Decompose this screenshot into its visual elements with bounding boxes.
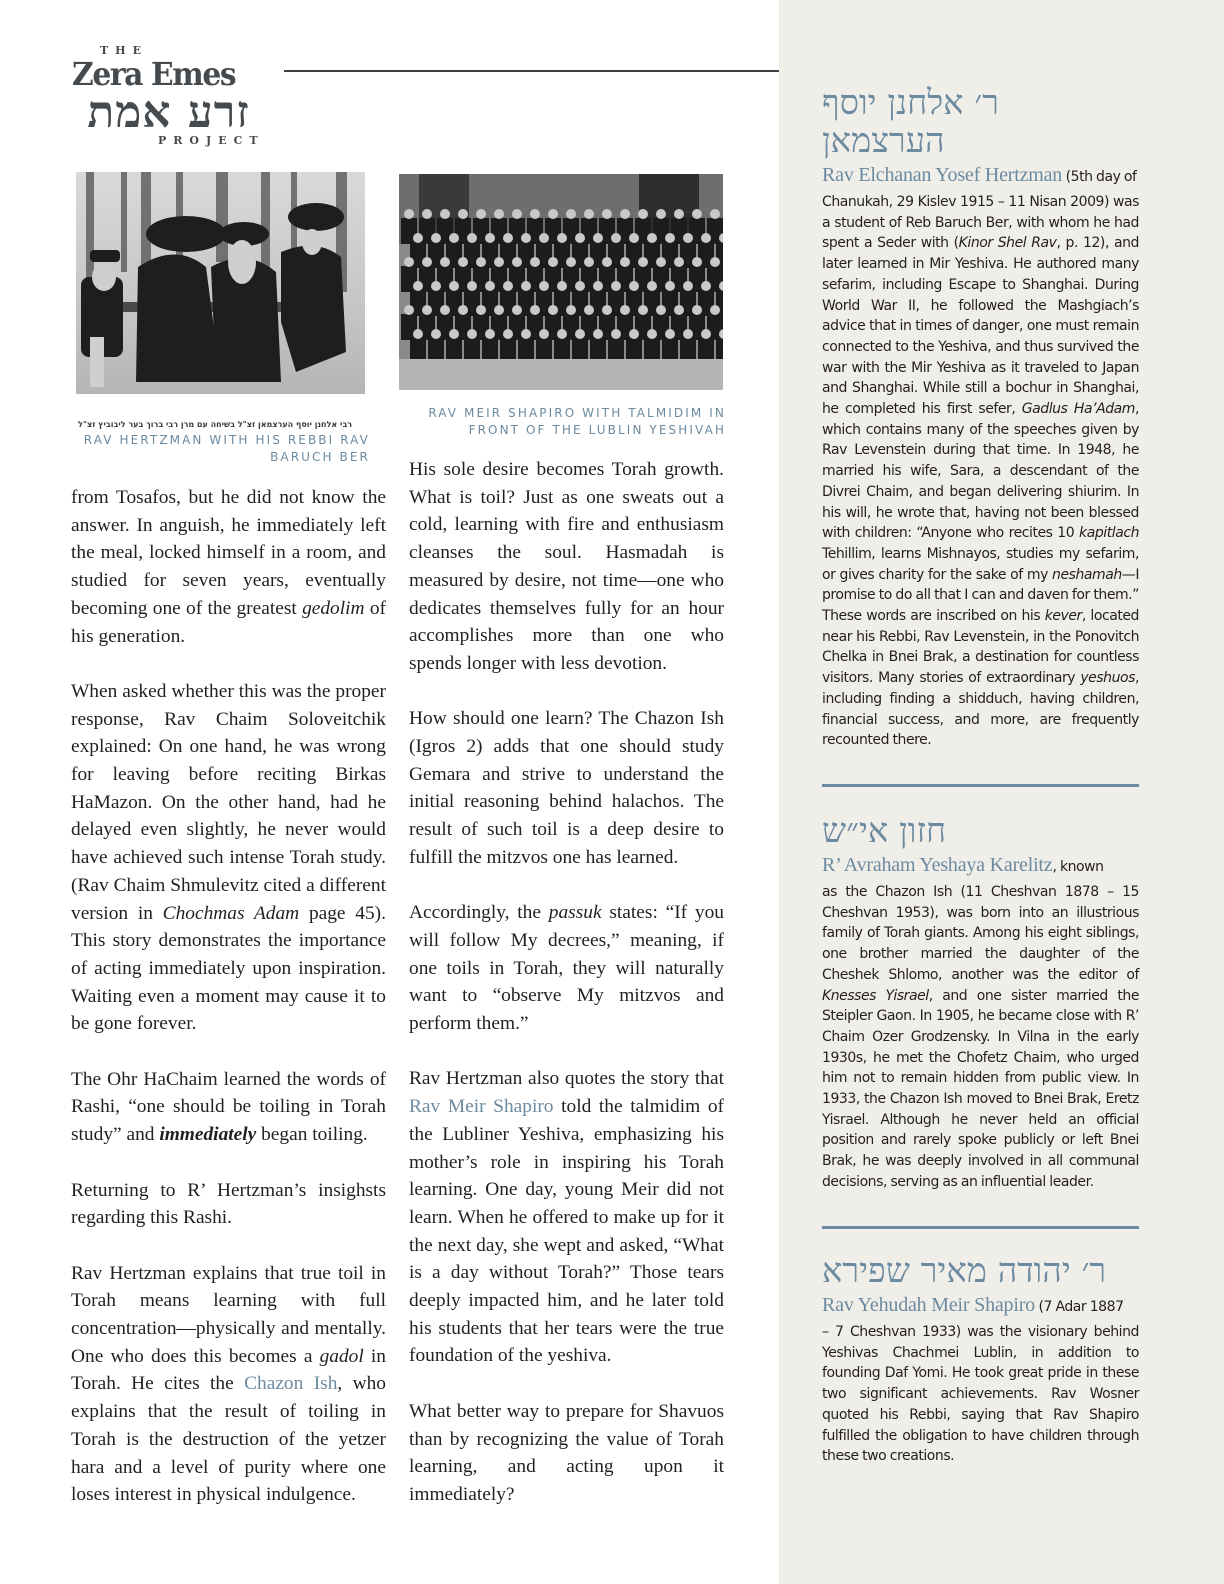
chazon-ish-link[interactable]: Chazon Ish — [244, 1373, 338, 1395]
bio-hertzman — [822, 84, 1139, 751]
paragraph: His sole desire becomes Torah growth. What is toil? Just as one sweats out a cold, learning with fire and enthusiasm cleanses the soul. Hasmadah is measured by desire, not time—one who dedicates themselves fully for an hour accomplishes more than one who spends longer with less devotion. — [409, 459, 724, 674]
hebrew-name-title: חזון אי״ש — [822, 811, 947, 851]
bio-chazon-ish — [822, 812, 1139, 1193]
photo-image — [76, 172, 365, 394]
paragraph: How should one learn? The Chazon Ish (Igros 2) adds that one should study Gemara and strive to understand the initial reasoning behind halachos. The result of such toil is a deep desire to fulfill the mitzvos one has learned. — [409, 708, 724, 868]
logo-name-hebrew: זרע אמת — [87, 87, 250, 138]
rav-meir-shapiro-link[interactable]: Rav Meir Shapiro — [409, 1096, 554, 1118]
paragraph: When asked whether this was the proper response, Rav Chaim Soloveitchik explained: On one hand, he was wrong for leaving before reciting Birkas HaMazon. On the other hand, had he delayed even slightly, he never would have achieved such intense Torah study. (Rav Chaim Shmulevitz cited a different version in Chochmas Adam page 45). This story demonstrates the importance of acting immediately upon inspiration. Waiting even a moment may cause it to be gone forever. — [71, 680, 386, 1035]
paragraph: Returning to R’ Hertzman’s insighsts regarding this Rashi. — [71, 1179, 386, 1229]
biography-text: Rav Elchanan Yosef Hertzman (5th day of Chanukah, 29 Kislev 1915 – 11 Nisan 2009) was a student of Reb Baruch Ber, with whom he had spent a Seder with (Kinor Shel Rav, p. 12), and later learned in Mir Yeshiva. He authored many sefarim, including Escape to Shanghai. During World War II, he followed the Mashgiach’s advice that in times of danger, one must remain connected to the Yeshiva, and thus survived the war with the Mir Yeshiva as it traveled to Japan and Shanghai. While still a bochur in Shanghai, he completed his first sefer, Gadlus Ha’Adam, which contains many of the speeches given by Rav Levenstein during that time. In 1948, he married his wife, Sara, a descendant of the Divrei Chaim, and began delivering shiurim. In his will, he wrote that, having not been blessed with children: “Anyone who recites 10 kapitlach Tehillim, learns Mishnayos, studies my sefarim, or gives charity for the sake of my neshamah—I promise to do all that I can and daven for them.” These words are inscribed on his kever, located near his Rebbi, Rav Levenstein, in the Ponovitch Chelka in Bnei Brak, a destination for countless visitors. Many stories of extraordinary yeshuos, including finding a shidduch, having children, financial success, and more, are frequently recounted there. — [822, 164, 1139, 749]
paragraph: Accordingly, the passuk states: “If you will follow My decrees,” meaning, if one toils in Torah, they will naturally want to “observe My mitzvos and perform them.” — [409, 902, 724, 1035]
zera-emes-logo — [70, 44, 270, 154]
header-divider — [284, 70, 779, 72]
english-name: Rav Elchanan Yosef Hertzman — [822, 164, 1063, 186]
photo-caption: RAV HERTZMAN WITH HIS REBBI RAV BARUCH BER — [83, 433, 370, 464]
paragraph: What better way to prepare for Shavuos than by recognizing the value of Torah learning, and acting upon it immediately? — [409, 1400, 724, 1505]
paragraph: The Ohr HaChaim learned the words of Rashi, “one should be toiling in Torah study” and immediately began toiling. — [71, 1068, 386, 1146]
english-name: Rav Yehudah Meir Shapiro — [822, 1294, 1035, 1316]
paragraph: Rav Hertzman explains that true toil in Torah means learning with full concentration—physically and mentally. One who does this becomes a gadol in Torah. He cites the Chazon Ish, who explains that the result of toiling in Torah is the destruction of the yetzer hara and a level of purity where one loses interest in physical indulgence. — [71, 1262, 386, 1506]
logo-the: THE — [100, 44, 148, 57]
photo-shapiro-talmidim — [399, 174, 723, 390]
paragraph: from Tosafos, but he did not know the answer. In anguish, he immediately left the meal, locked himself in a room, and studied for seven years, eventually becoming one of the greatest gedolim of his generation. — [71, 487, 386, 647]
bio-meir-shapiro — [822, 1252, 1139, 1467]
photo-caption-hebrew: רבי אלחנן יוסף הערצמאן זצ"ל בשיחה עם מרן רבי ברוך בער ליבוביץ זצ"ל — [78, 420, 353, 429]
hebrew-name-title: ר׳ יהודה מאיר שפירא — [822, 1251, 1107, 1291]
sidebar-divider — [822, 1226, 1139, 1229]
hebrew-name-title: ר׳ אלחנן יוסף הערצמאן — [822, 83, 999, 161]
logo-project: PROJECT — [158, 134, 265, 147]
article-column-1 — [71, 484, 386, 1509]
photo-hertzman-baruch-ber — [76, 172, 365, 394]
english-name: R’ Avraham Yeshaya Karelitz — [822, 854, 1053, 876]
photo-image — [399, 174, 723, 390]
photo-caption: RAV MEIR SHAPIRO WITH TALMIDIM IN FRONT OF THE LUBLIN YESHIVAH — [428, 406, 726, 437]
sidebar-divider — [822, 784, 1139, 787]
paragraph: Rav Hertzman also quotes the story that Rav Meir Shapiro told the talmidim of the Lubliner Yeshiva, emphasizing his mother’s role in inspiring his Torah learning. One day, young Meir did not learn. When he offered to make up for it the next day, she wept and asked, “What is a day without Torah?” Those tears deeply impacted him, and he later told his students that her tears were the true foundation of the yeshiva. — [409, 1068, 724, 1367]
article-column-2 — [409, 456, 724, 1509]
biography-text: R’ Avraham Yeshaya Karelitz, known as the Chazon Ish (11 Cheshvan 1878 – 15 Cheshvan 1953), was born into an illustrious family of Torah giants. Among his eight siblings, one brother married the daughter of the Cheshek Shlomo, another was the editor of Knesses Yisrael, and one sister married the Steipler Gaon. In 1905, he became close with R’ Chaim Ozer Grodzensky. In Vilna in the early 1930s, he met the Chofetz Chaim, who urged him not to remain hidden from public view. In 1933, the Chazon Ish moved to Bnei Brak, Eretz Yisrael. Although he never held an official position and rarely spoke publicly or left Bnei Brak, he was deeply involved in all communal decisions, serving as an influential leader. — [822, 854, 1139, 1190]
logo-name-english: Zera Emes — [72, 55, 236, 93]
biography-text: Rav Yehudah Meir Shapiro (7 Adar 1887 – 7 Cheshvan 1933) was the visionary behind Yeshivas Chachmei Lublin, in addition to founding Daf Yomi. He took great pride in these two significant achievements. Rav Wosner quoted his Rebbi, saying that Rav Shapiro fulfilled the obligation to have children through these two creations. — [822, 1294, 1139, 1465]
